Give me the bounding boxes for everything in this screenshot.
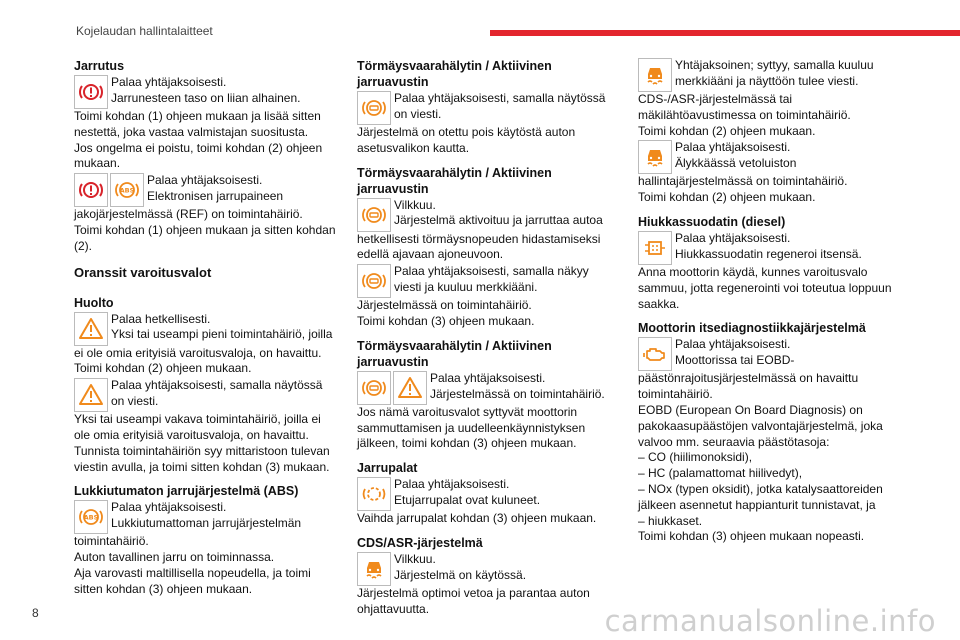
engine-icon xyxy=(638,337,672,371)
section-title-particle-filter: Hiukkassuodatin (diesel) xyxy=(638,214,786,229)
indicator-entry: Palaa yhtäjaksoisesti. Hiukkassuodatin regeneroi itsensä. xyxy=(638,231,900,265)
brake-warning-red-icon xyxy=(74,75,108,109)
indicator-entry: Palaa yhtäjaksoisesti. Järjestelmässä on toimintahäiriö. xyxy=(357,371,619,405)
brake-pad-icon xyxy=(357,477,391,511)
indicator-entry: Vilkkuu. Järjestelmä aktivoituu ja jarruttaa autoa xyxy=(357,198,619,232)
indicator-entry: ABS Palaa yhtäjaksoisesti. Elektronisen jarrupaineen xyxy=(74,173,336,207)
svg-text:ABS: ABS xyxy=(83,513,99,522)
indicator-entry: Palaa yhtäjaksoisesti. Älykkäässä vetoluiston xyxy=(638,140,900,174)
header-accent-bar xyxy=(490,30,960,36)
list-item: – hiukkaset. xyxy=(638,513,703,528)
brake-warning-red-icon xyxy=(74,173,108,207)
indicator-entry: ABS Palaa yhtäjaksoisesti. Lukkiutumattoman jarrujärjestelmän xyxy=(74,500,336,534)
indicator-entry: Palaa yhtäjaksoisesti. Jarrunesteen taso on liian alhainen. xyxy=(74,75,336,109)
particle-filter-icon xyxy=(638,231,672,265)
section-title-collision-1: Törmäysvaarahälytin / Aktiivinen jarruavustin xyxy=(357,59,552,89)
indicator-entry: Yhtäjaksoinen; syttyy, samalla kuuluu merkkiääni ja näyttöön tulee viesti. xyxy=(638,58,900,92)
column-2: Törmäysvaarahälytin / Aktiivinen jarruavustin Palaa yhtäjaksoisesti, samalla näytössä on viesti. Järjestelmä on otettu pois käytöstä auton asetusvalikon kautta. Törmäysvaarahälytin / Aktiivinen jarruavustin Vilkkuu. Järjestelmä aktivoituu ja jarruttaa autoa hetkellisesti törmäysnopeuden hidastamiseksi edellä ajavaan ajoneuvoon. Palaa yhtäjaksoisesti, samalla näkyy viesti ja kuuluu merkkiääni. Järjestelmässä on toimintahäiriö. Toimi kohdan (3) ohjeen mukaan. Törmäysvaarahälytin / Aktiivinen jarruavustin Palaa yhtäjaksoisesti. Järjestelmässä on toimintahäiriö. Jos nämä varoitusvalot syttyvät moottorin sammuttamisen ja uudelleenkäynnistyksen jälkeen, toimi kohdan (3) ohjeen mukaan. Jarrupalat Palaa yhtäjaksoisesti. Etujarrupalat ovat kuluneet. Vaihda jarrupalat kohdan (3) ohjeen mukaan. CDS/ASR-järjestelmä Vilkkuu. Järjestelmä on käytössä. Järjestelmä optimoi vetoa ja parantaa auton ohjattavuutta. xyxy=(357,58,619,618)
list-item: – NOx (typen oksidit), jotka katalysaattoreiden jälkeen asennetut happianturit tunnistavat, ja xyxy=(638,481,883,512)
page-number: 8 xyxy=(32,606,39,620)
svg-text:ABS: ABS xyxy=(119,186,135,195)
abs-icon xyxy=(74,500,108,534)
section-title-collision-2: Törmäysvaarahälytin / Aktiivinen jarruavustin xyxy=(357,165,552,196)
indicator-entry: Palaa yhtäjaksoisesti. Etujarrupalat ovat kuluneet. xyxy=(357,477,619,511)
collision-alert-icon xyxy=(357,371,391,405)
section-title-abs: Lukkiutumaton jarrujärjestelmä (ABS) xyxy=(74,484,299,499)
orange-warnings-heading: Oranssit varoitusvalot xyxy=(74,264,212,280)
skid-car-icon xyxy=(638,58,672,92)
column-3: Yhtäjaksoinen; syttyy, samalla kuuluu merkkiääni ja näyttöön tulee viesti. CDS-/ASR-järjestelmässä tai mäkilähtöavustimessa on toimintahäiriö. Toimi kohdan (2) ohjeen mukaan. Palaa yhtäjaksoisesti. Älykkäässä vetoluiston hallintajärjestelmässä on toimintahäiriö. Toimi kohdan (2) ohjeen mukaan. Hiukkassuodatin (diesel) Palaa yhtäjaksoisesti. Hiukkassuodatin regeneroi itsensä. Anna moottorin käydä, kunnes varoitusvalo sammuu, jotta regenerointi voi toteutua loppuun saakka. Moottorin itsediagnostiikkajärjestelmä Palaa yhtäjaksoisesti. Moottorissa tai EOBD- päästönrajoitusjärjestelmässä on havaittu toimintahäiriö. EOBD (European On Board Diagnosis) on pakokaasupäästöjen valvontajärjestelmä, joka valvoo mm. seuraavia päästötasoja: – CO (hiilimonoksidi), – HC (palamattomat hiilivedyt), – NOx (typen oksidit), jotka katalysaattoreiden jälkeen asennetut happianturit tunnistavat, ja – hiukkaset. Toimi kohdan (3) ohjeen mukaan nopeasti. xyxy=(638,58,900,545)
warning-triangle-icon xyxy=(74,378,108,412)
collision-alert-icon xyxy=(357,91,391,125)
section-title-service: Huolto xyxy=(74,295,114,310)
section-title-collision-3: Törmäysvaarahälytin / Aktiivinen jarruavustin xyxy=(357,338,552,369)
section-title-brakes: Jarrutus xyxy=(74,59,125,73)
column-1: Jarrutus Palaa yhtäjaksoisesti. Jarrunesteen taso on liian alhainen. Toimi kohdan (1) ohjeen mukaan ja lisää sitten nestettä, joka vastaa valmistajan suositusta. Jos ongelma ei poistu, toimi kohdan (2) ohjeen mukaan. ABS Palaa yhtäjaksoisesti. Elektronisen jarrupaineen jakojärjestelmässä (REF) on toimintahäiriö. Toimi kohdan (1) ohjeen mukaan ja sitten kohdan (2). Oranssit varoitusvalot Huolto Palaa hetkellisesti. Yksi tai useampi pieni toimintahäiriö, joilla ei ole omia erityisiä varoitusvaloja, on havaittu. Toimi kohdan (2) ohjeen mukaan. Palaa yhtäjaksoisesti, samalla näytössä on viesti. Yksi tai useampi vakava toimintahäiriö, joilla ei ole omia erityisiä varoitusvaloja, on havaittu. Tunnista toimintahäiriön syy mittaristoon tulevan viestin avulla, ja toimi sitten kohdan (3) mukaan. Lukkiutumaton jarrujärjestelmä (ABS) ABS Palaa yhtäjaksoisesti. Lukkiutumattoman jarrujärjestelmän toimintahäiriö. Auton tavallinen jarru on toiminnassa. Aja varovasti maltillisella nopeudella, ja toimi sitten kohdan (3) ohjeen mukaan. xyxy=(74,59,336,596)
indicator-entry: Palaa yhtäjaksoisesti. Moottorissa tai EOBD- xyxy=(638,337,900,371)
list-item: – HC (palamattomat hiilivedyt), xyxy=(638,466,803,481)
section-title-engine-diagnostics: Moottorin itsediagnostiikkajärjestelmä xyxy=(638,321,866,336)
abs-icon xyxy=(110,173,144,207)
section-title-cds-asr: CDS/ASR-järjestelmä xyxy=(357,535,483,550)
list-item: – CO (hiilimonoksidi), xyxy=(638,450,753,465)
indicator-entry: Palaa hetkellisesti. Yksi tai useampi pieni toimintahäiriö, joilla xyxy=(74,312,336,346)
indicator-entry: Vilkkuu. Järjestelmä on käytössä. xyxy=(357,552,619,586)
section-title-brake-pads: Jarrupalat xyxy=(357,461,418,476)
collision-alert-icon xyxy=(357,264,391,298)
warning-triangle-icon xyxy=(393,371,427,405)
indicator-entry: Palaa yhtäjaksoisesti, samalla näytössä on viesti. xyxy=(74,378,336,412)
warning-triangle-icon xyxy=(74,312,108,346)
collision-alert-icon xyxy=(357,198,391,232)
indicator-entry: Palaa yhtäjaksoisesti, samalla näytössä on viesti. xyxy=(357,91,619,125)
watermark: carmanualsonline.info xyxy=(604,604,936,638)
skid-car-icon xyxy=(357,552,391,586)
header-title: Kojelaudan hallintalaitteet xyxy=(76,24,213,38)
indicator-entry: Palaa yhtäjaksoisesti, samalla näkyy viesti ja kuuluu merkkiääni. xyxy=(357,264,619,298)
skid-car-icon xyxy=(638,140,672,174)
